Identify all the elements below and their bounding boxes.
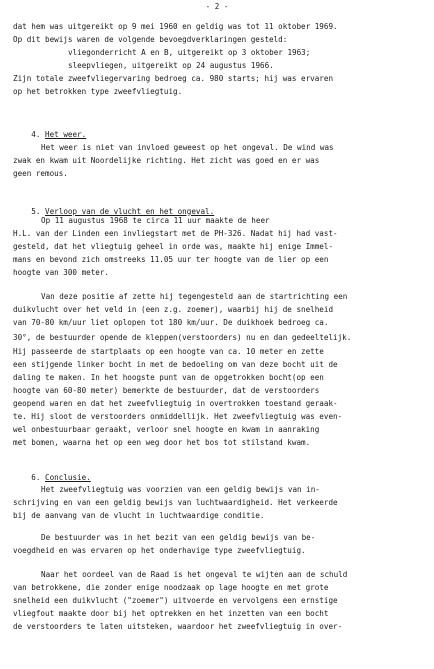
section-line: voegdheid en was ervaren op het onderhavige type zweefvliegtuig. <box>13 546 306 555</box>
section-line: duikvlucht over het veld in (een z.g. zoemer), waarbij hij de snelheid <box>13 305 334 314</box>
intro-line: sleepvliegen, uitgereikt op 24 augustus 1966. <box>68 61 274 70</box>
intro-line: Op dit bewijs waren de volgende bevoegdverklaringen gesteld: <box>13 35 288 44</box>
section-line: Van deze positie af zette hij tegengesteld aan de startrichting een <box>41 292 348 301</box>
section-line: gesteld, dat het vliegtuig geheel in orde was, maakte hij enige Immel- <box>13 242 334 251</box>
section-line: een stijgende linker bocht in met de bedoeling om van deze bocht uit de <box>13 360 338 369</box>
section-line: De bestuurder was in het bezit van een geldig bewijs van be- <box>41 533 316 542</box>
section-line: Het weer is niet van invloed geweest op het ongeval. De wind was <box>41 143 334 152</box>
section-line: vliegfout maakte door bij het optrekken en het inzetten van een bocht <box>13 609 329 618</box>
section-line: geopend waren en dat het zweefvliegtuig in overtrokken toestand geraak- <box>13 399 338 408</box>
section-line: van 70-80 km/uur liet oplopen tot 180 km/uur. De duikhoek bedroeg ca. <box>13 318 329 327</box>
section-line: hoogte van 300 meter. <box>13 268 110 277</box>
section-line: met bomen, waarna het op een weg door het bos tot stilstand kwam. <box>13 438 311 447</box>
section-line: zwak en kwam uit Noordelijke richting. Het zicht was goed en er was <box>13 156 320 165</box>
intro-line: Zijn totale zweefvliegervaring bedroeg ca. 980 starts; hij was ervaren <box>13 74 334 83</box>
section-line: geen remous. <box>13 169 68 178</box>
section-line: mans en bevond zich omstreeks 11.05 uur ter hoogte van de lier op een <box>13 255 329 264</box>
section-number: 6. <box>31 472 41 482</box>
section-line: te. Hij sloot de verstoorders onmiddellijk. Het zweefvliegtuig was even- <box>13 412 343 421</box>
section-line: van betrokkene, die zonder enige noodzaak op lage hoogte en met grote <box>13 583 329 592</box>
page-number: - 2 - <box>205 2 229 11</box>
section-line: schrijving en van een geldig bewijs van luchtwaardigheid. Het verkeerde <box>13 498 338 507</box>
section-line: H.L. van der Linden een invliegstart met de PH-326. Nadat hij had vast- <box>13 229 338 238</box>
section-line: 30°, de bestuurder opende de kleppen(verstoorders) nu en dan gedeeltelijk. <box>13 333 352 342</box>
section-line: Hij passeerde de startplaats op een hoogte van ca. 10 meter en zette <box>13 347 324 356</box>
section-title: Conclusie. <box>45 472 91 482</box>
intro-line: dat hem was uitgereikt op 9 mei 1960 en geldig was tot 11 oktober 1969. <box>13 22 338 31</box>
section-line: Het zweefvliegtuig was voorzien van een geldig bewijs van in- <box>41 485 320 494</box>
section-title: Verloop van de vlucht en het ongeval. <box>45 206 215 216</box>
intro-line: op het betrokken type zweefvliegtuig. <box>13 87 183 96</box>
section-line: bij de aanvang van de vlucht in luchtwaardige conditie. <box>13 511 265 520</box>
section-line: hoogte van 60-80 meter) bemerkte de bestuurder, dat de verstoorders <box>13 386 320 395</box>
section-number: 4. <box>31 129 41 139</box>
section-line: daling te maken. In het hoogste punt van de opgetrokken bocht(op een <box>13 373 324 382</box>
section-line: wel onbestuurbaar geraakt, verloor snel hoogte en kwam in aanraking <box>13 425 320 434</box>
intro-line: vliegonderricht A en B, uitgereikt op 3 oktober 1963; <box>68 48 311 57</box>
section-line: snelheid een duikvlucht ("zoemer") uitvoerde en vervolgens een ernstige <box>13 596 338 605</box>
section-number: 5. <box>31 206 41 216</box>
section-line: Op 11 augustus 1968 te circa 11 uur maakte de heer <box>41 216 270 225</box>
section-line: Naar het oordeel van de Raad is het ongeval te wijten aan de schuld <box>41 570 348 579</box>
section-title: Het weer. <box>45 129 87 139</box>
section-line: de verstoorders te laten uitsteken, waardoor het zweefvliegtuig in over- <box>13 622 343 631</box>
